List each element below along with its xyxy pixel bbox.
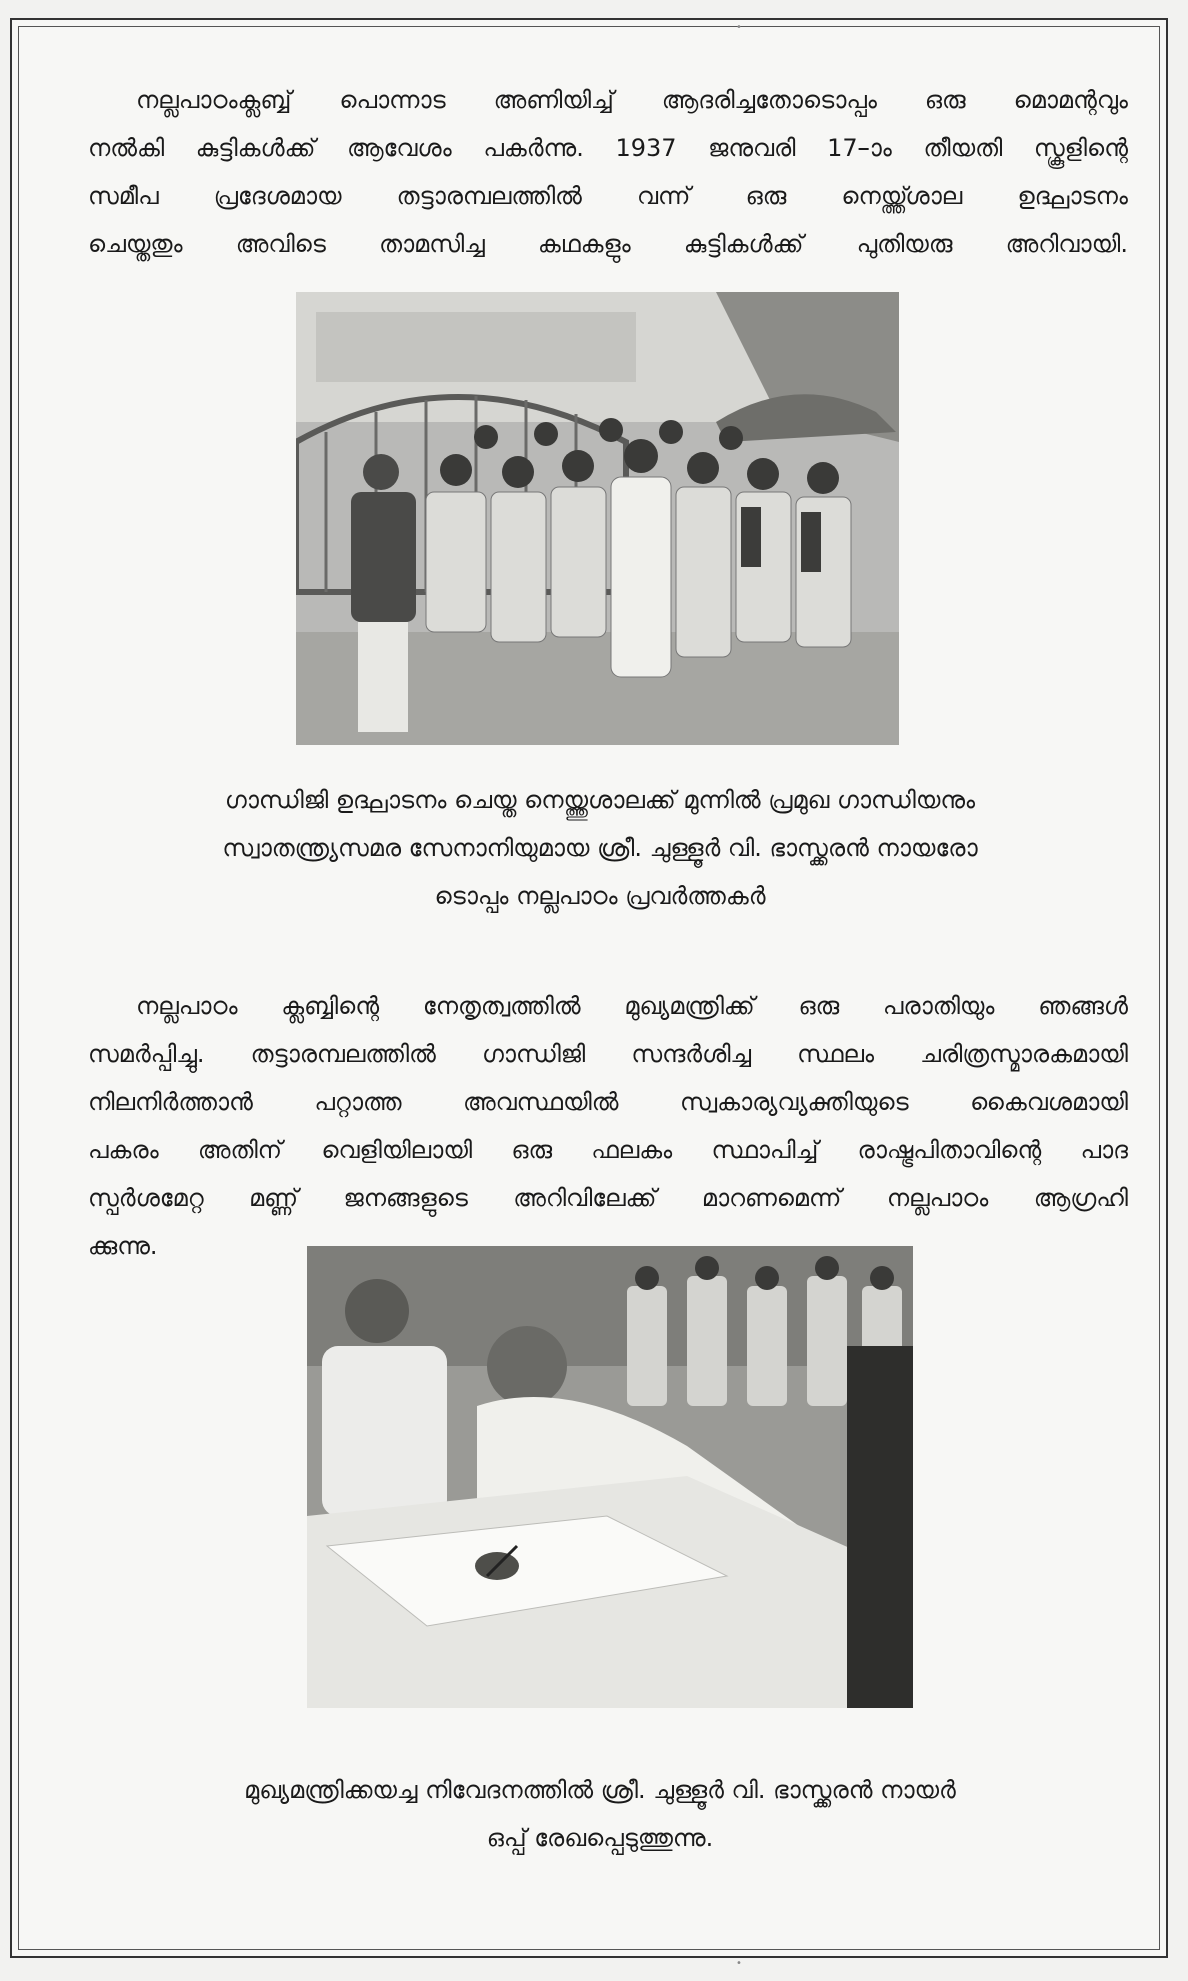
- paragraph-2-line: പകരം അതിന് വെളിയിലായി ഒരു ഫലകം സ്ഥാപിച്ച് രാഷ്ട്രപിതാവിന്റെ പാദ: [88, 1136, 1128, 1164]
- caption-2-line: മുഖ്യമന്ത്രിക്കയച്ച നിവേദനത്തിൽ ശ്രീ. ചുള്ളൂർ വി. ഭാസ്ക്കരൻ നായർ: [244, 1776, 956, 1804]
- caption-2: [60, 1766, 1140, 1862]
- paragraph-2-line: സ്പർശമേറ്റ മണ്ണ് ജനങ്ങളുടെ അറിവിലേക്ക് മാറണമെന്ന് നല്ലപാഠം ആഗ്രഹി: [88, 1184, 1128, 1212]
- group-photo-image: [296, 292, 899, 745]
- caption-1: [60, 776, 1140, 920]
- paragraph-2-line: സമർപ്പിച്ചു. തട്ടാരമ്പലത്തിൽ ഗാന്ധിജി സന്ദർശിച്ച സ്ഥലം ചരിത്രസ്മാരകമായി: [88, 1040, 1128, 1068]
- signing-photo-image: [307, 1246, 913, 1708]
- paragraph-1-line: നല്ലപാഠംക്ലബ്ബ് പൊന്നാട അണിയിച്ച് ആദരിച്ചതോടൊപ്പം ഒരു മൊമന്റവും: [136, 86, 1128, 114]
- paragraph-1-line: സമീപ പ്രദേശമായ തട്ടാരമ്പലത്തിൽ വന്ന് ഒരു നെയ്ത്ത്ശാല ഉദ്ഘാടനം: [88, 182, 1128, 210]
- caption-2-line: ഒപ്പ് രേഖപ്പെടുത്തുന്നു.: [486, 1824, 714, 1852]
- group-photo: [296, 292, 899, 745]
- paragraph-1-line: നൽകി കുട്ടികൾക്ക് ആവേശം പകർന്നു. 1937 ജനുവരി 17–ാം തീയതി സ്കൂളിന്റെ: [88, 134, 1128, 162]
- signing-photo: [307, 1246, 913, 1708]
- paragraph-2-line: നല്ലപാഠം ക്ലബ്ബിന്റെ നേതൃത്വത്തിൽ മുഖ്യമന്ത്രിക്ക് ഒരു പരാതിയും ഞങ്ങൾ: [136, 992, 1128, 1020]
- caption-1-line: ടൊപ്പം നല്ലപാഠം പ്രവർത്തകർ: [434, 882, 766, 910]
- paragraph-2: [88, 982, 1128, 1270]
- paragraph-2-line: നിലനിർത്താൻ പറ്റാത്ത അവസ്ഥയിൽ സ്വകാര്യവ്യക്തിയുടെ കൈവശമായി: [88, 1088, 1128, 1116]
- paragraph-2-line: ക്കുന്നു.: [88, 1232, 158, 1260]
- caption-1-line: ഗാന്ധിജി ഉദ്ഘാടനം ചെയ്ത നെയ്ത്തുശാലക്ക് മുന്നിൽ പ്രമുഖ ഗാന്ധിയനും: [224, 786, 976, 814]
- paragraph-1: [88, 76, 1128, 268]
- paragraph-1-line: ചെയ്തതും അവിടെ താമസിച്ച കഥകളും കുട്ടികൾക്ക് പുതിയരു അറിവായി.: [88, 230, 1128, 258]
- caption-1-line: സ്വാതന്ത്ര്യസമര സേനാനിയുമായ ശ്രീ. ചുള്ളൂർ വി. ഭാസ്ക്കരൻ നായരോ: [222, 834, 978, 862]
- scan-mark: •: [736, 22, 742, 33]
- scan-mark-bottom: •: [736, 1958, 742, 1969]
